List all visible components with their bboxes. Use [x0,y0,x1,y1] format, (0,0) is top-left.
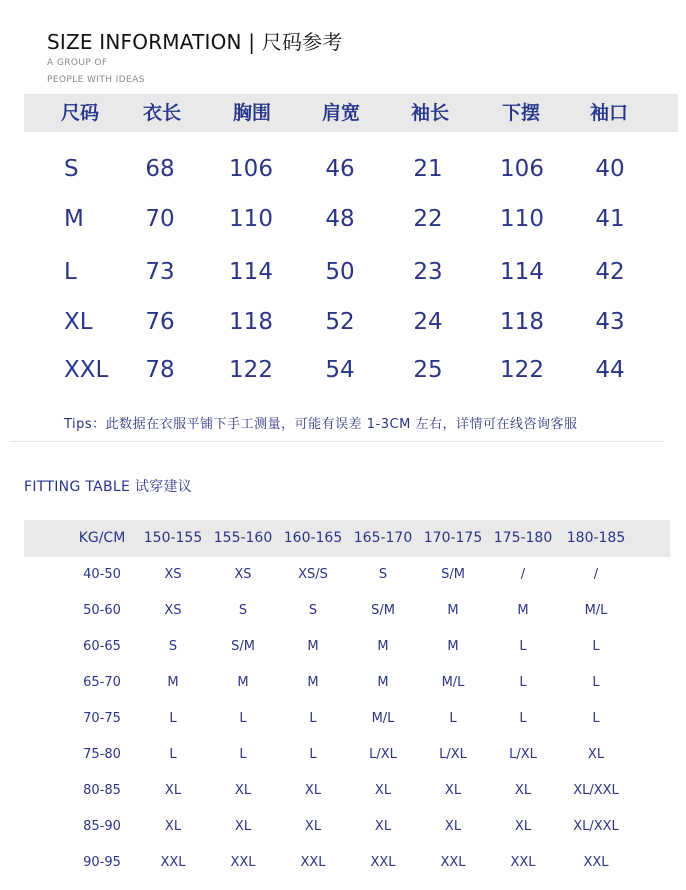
table-cell: M [447,639,459,654]
size-label: XXL [64,357,109,383]
table-cell: 78 [145,357,175,383]
table-cell: 48 [325,206,355,232]
table-cell: XL [374,783,392,798]
size-header-cell: 胸围 [232,102,271,124]
table-cell: 43 [595,309,625,335]
size-header-cell: 衣长 [142,102,181,124]
size-header-cell: 下摆 [501,102,540,124]
table-cell: L [592,675,600,690]
table-cell: 118 [500,309,544,335]
table-cell: XS [164,603,182,618]
table-cell: 41 [595,206,625,232]
table-cell: S/M [231,639,255,654]
fitting-table-header [24,520,670,557]
table-cell: 73 [145,259,175,285]
table-cell: XL [444,783,462,798]
table-cell: 122 [500,357,544,383]
table-cell: L [519,639,527,654]
fitting-header-cell: 180-185 [566,530,626,546]
weight-range-cell: 90-95 [83,855,121,870]
table-cell: XS/S [298,567,328,582]
table-cell: XXL [370,855,396,870]
table-cell: 42 [595,259,625,285]
table-cell: 46 [325,156,355,182]
fitting-table-title: FITTING TABLE 试穿建议 [24,479,193,495]
table-cell: L [519,675,527,690]
table-cell: XL [304,819,322,834]
table-cell: M/L [441,675,465,690]
table-cell: L [239,711,247,726]
table-cell: XXL [583,855,609,870]
weight-range-cell: 80-85 [83,783,121,798]
table-cell: XXL [300,855,326,870]
fitting-header-cell: 175-180 [493,530,553,546]
fitting-header-cell: 150-155 [143,530,203,546]
weight-range-cell: 65-70 [83,675,121,690]
table-row [24,629,670,665]
size-label: M [64,206,84,232]
table-cell: XL [164,783,182,798]
table-cell: XL/XXL [573,819,619,834]
table-cell: M [307,675,319,690]
table-cell: XL [374,819,392,834]
table-cell: L [309,711,317,726]
table-cell: XS [164,567,182,582]
table-cell: S [168,639,178,654]
fitting-header-cell: 155-160 [213,530,273,546]
table-cell: 50 [325,259,355,285]
weight-range-cell: 50-60 [83,603,121,618]
table-cell: M [307,639,319,654]
table-cell: 68 [145,156,175,182]
table-cell: M [447,603,459,618]
table-cell: XL/XXL [573,783,619,798]
size-label: S [64,156,79,182]
table-cell: L [239,747,247,762]
table-row [24,809,670,845]
table-cell: 118 [229,309,273,335]
table-cell: L [169,711,177,726]
table-cell: 122 [229,357,273,383]
table-cell: 40 [595,156,625,182]
table-cell: 114 [500,259,544,285]
table-cell: XL [444,819,462,834]
fitting-header-cell: 170-175 [423,530,483,546]
table-cell: S/M [371,603,395,618]
table-cell: L [169,747,177,762]
table-cell: M [377,675,389,690]
table-cell: 110 [229,206,273,232]
table-cell: 44 [595,357,625,383]
table-cell: L [592,711,600,726]
table-cell: 110 [500,206,544,232]
table-cell: M/L [371,711,395,726]
fitting-header-cell: 160-165 [283,530,343,546]
section-divider [10,441,663,442]
size-label: XL [64,309,93,335]
table-cell: S/M [441,567,465,582]
table-cell: / [593,567,599,582]
weight-range-cell: 75-80 [83,747,121,762]
weight-range-cell: 70-75 [83,711,121,726]
table-cell: 114 [229,259,273,285]
table-cell: XL [234,819,252,834]
table-cell: M/L [584,603,608,618]
table-cell: S [308,603,318,618]
table-cell: XXL [230,855,256,870]
table-cell: 21 [413,156,443,182]
table-cell: XL [587,747,605,762]
table-row [24,665,670,701]
table-cell: L/XL [509,747,537,762]
table-cell: XL [514,783,532,798]
table-cell: XXL [510,855,536,870]
table-cell: 76 [145,309,175,335]
subtitle-line-1: A GROUP OF [47,58,108,68]
table-row [24,737,670,773]
table-cell: 54 [325,357,355,383]
table-row [24,557,670,593]
table-cell: 22 [413,206,443,232]
size-header-cell: 袖口 [589,102,628,124]
table-row [24,149,678,189]
table-cell: L [309,747,317,762]
table-cell: XXL [160,855,186,870]
size-label: L [64,259,77,285]
weight-range-cell: 40-50 [83,567,121,582]
table-cell: S [378,567,388,582]
table-row [24,252,678,292]
table-cell: XL [164,819,182,834]
measurement-tips: Tips：此数据在衣服平铺下手工测量，可能有误差 1-3CM 左右，详情可在线咨询客服 [64,417,578,432]
fitting-header-cell: 165-170 [353,530,413,546]
subtitle-line-2: PEOPLE WITH IDEAS [47,75,145,85]
table-cell: M [167,675,179,690]
table-cell: L [449,711,457,726]
table-row [24,701,670,737]
table-cell: XXL [440,855,466,870]
table-cell: M [517,603,529,618]
table-cell: 23 [413,259,443,285]
table-cell: / [520,567,526,582]
table-cell: XL [304,783,322,798]
table-row [24,350,678,390]
size-table-header [24,94,678,132]
table-cell: L/XL [369,747,397,762]
table-cell: 52 [325,309,355,335]
table-row [24,199,678,239]
fitting-header-cell: KG/CM [78,530,126,546]
table-row [24,593,670,629]
table-cell: 106 [500,156,544,182]
table-row [24,773,670,809]
table-cell: XS [234,567,252,582]
size-header-cell: 肩宽 [321,102,360,124]
table-cell: L [592,639,600,654]
table-cell: M [377,639,389,654]
table-cell: 70 [145,206,175,232]
table-cell: S [238,603,248,618]
size-header-cell: 尺码 [60,102,99,124]
table-cell: XL [514,819,532,834]
table-cell: XL [234,783,252,798]
table-cell: L/XL [439,747,467,762]
table-cell: L [519,711,527,726]
table-cell: 106 [229,156,273,182]
table-cell: M [237,675,249,690]
size-header-cell: 袖长 [410,102,449,124]
table-cell: 25 [413,357,443,383]
table-row [24,845,670,881]
table-cell: 24 [413,309,443,335]
weight-range-cell: 60-65 [83,639,121,654]
weight-range-cell: 85-90 [83,819,121,834]
page-title: SIZE INFORMATION | 尺码参考 [47,30,343,54]
table-row [24,302,678,342]
